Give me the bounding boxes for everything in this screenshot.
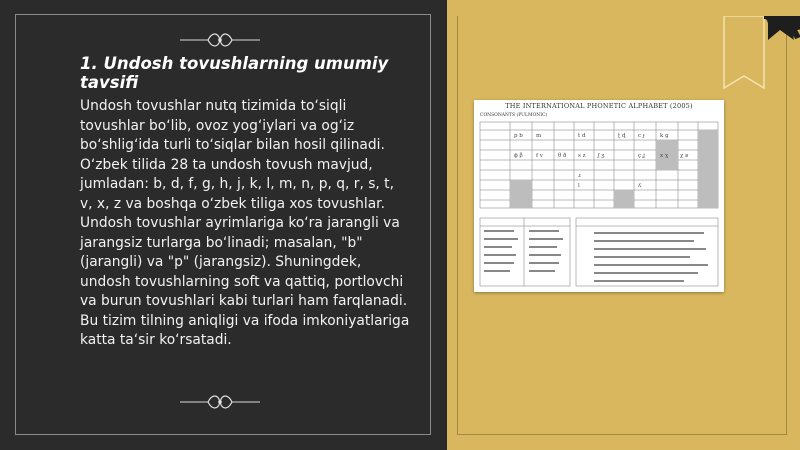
ipa-chart-title: THE INTERNATIONAL PHONETIC ALPHABET (2005) xyxy=(505,102,693,110)
svg-text:c ɟ: c ɟ xyxy=(638,133,645,139)
svg-text:ʈ ɖ: ʈ ɖ xyxy=(618,133,626,139)
svg-text:s z: s z xyxy=(578,153,586,159)
ipa-chart-image xyxy=(474,100,724,292)
svg-text:ɸ β: ɸ β xyxy=(514,153,523,159)
svg-text:p b: p b xyxy=(514,133,523,139)
svg-text:ç ʝ: ç ʝ xyxy=(638,153,645,159)
bookmark-icon xyxy=(720,16,800,96)
svg-text:l: l xyxy=(578,183,580,189)
ornament-divider-icon xyxy=(180,392,260,412)
ipa-chart-subtitle: CONSONANTS (PULMONIC) xyxy=(480,113,548,118)
svg-text:f v: f v xyxy=(536,153,543,159)
slide-title: 1. Undosh tovushlarning umumiy tavsifi xyxy=(80,54,389,92)
svg-text:x ɣ: x ɣ xyxy=(660,153,669,159)
svg-text:ɹ: ɹ xyxy=(578,173,581,179)
slide-body-text: Undosh tovushlar nutq tizimida to‘siqli tovushlar bo‘lib, ovoz yog‘iylari va og‘iz bo‘shlig‘ida turli to‘siqlar bilan hosil qilinadi. O‘zbek tilida 28 ta undosh tovush mavjud, jumladan: b, d, f, g, h, j, k, l, m, n, p, q, r, s, t, v, x, z va boshqa o‘zbek tiliga xos tovushlar. Undosh tovushlar ayrimlariga ko‘ra jarangli va jarangsiz turlarga bo‘linadi; masalan, "b" (jarangli) va "p" (jarangsiz). Shuningdek, undosh tovushlarning soft va qattiq, portlovchi va burun tovushlari kabi turlari ham farqlanadi. Bu tizim tilning aniqligi va ifoda imkoniyatlariga katta ta‘sir ko‘rsatadi. xyxy=(80,98,410,348)
ipa-chart-table-graphic xyxy=(474,100,724,292)
svg-text:χ ʁ: χ ʁ xyxy=(680,153,689,159)
svg-text:m: m xyxy=(536,133,542,139)
svg-text:θ ð: θ ð xyxy=(558,153,567,159)
svg-text:t d: t d xyxy=(578,133,586,139)
svg-text:ʎ: ʎ xyxy=(638,183,642,189)
svg-text:k ɡ: k ɡ xyxy=(660,133,669,139)
svg-text:ʃ ʒ: ʃ ʒ xyxy=(598,153,605,159)
ornament-divider-icon xyxy=(180,30,260,50)
